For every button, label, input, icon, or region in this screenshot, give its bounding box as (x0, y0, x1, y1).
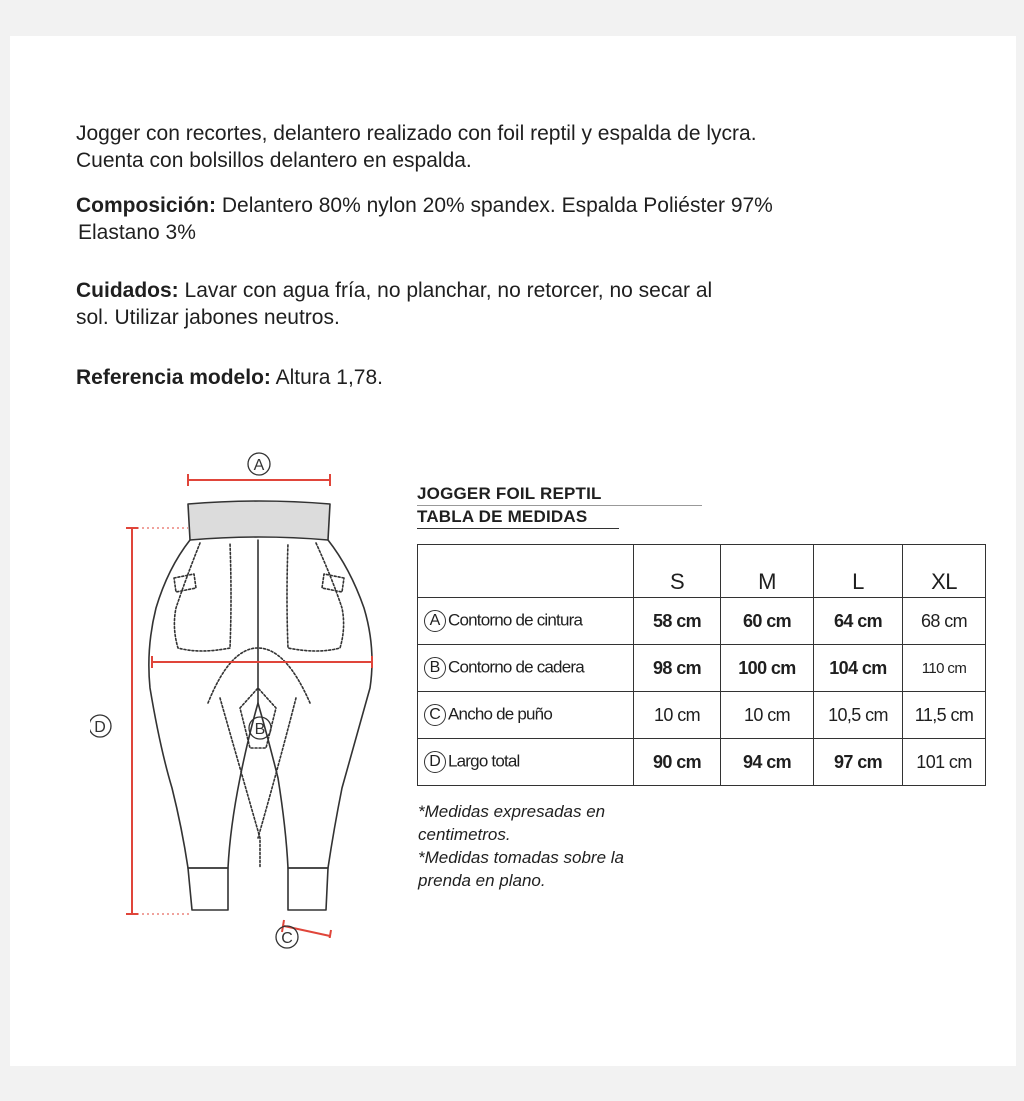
cell-value: 98 cm (634, 645, 721, 692)
cell-value: 90 cm (634, 739, 721, 786)
care-label: Cuidados: (76, 279, 179, 302)
composition-text: Delantero 80% nylon 20% spandex. Espalda Poliéster 97% (221, 194, 773, 217)
cell-value: 110 cm (903, 645, 986, 692)
cell-value: 10 cm (721, 692, 814, 739)
cell-value: 10 cm (634, 692, 721, 739)
size-xl: XL (903, 545, 986, 598)
waistband-shape (188, 501, 330, 540)
intro-line-1: Jogger con recortes, delantero realizado con foil reptil y espalda de lycra. (76, 122, 757, 145)
right-pocket-flap (322, 574, 344, 592)
label-b: B (254, 721, 266, 738)
row-label-hip: Contorno de cadera (448, 657, 584, 677)
table-heading (417, 483, 702, 529)
note-flat: *Medidas tomadas sobre la (418, 848, 625, 867)
row-label-cuff: Ancho de puño (448, 704, 552, 724)
model-text: Altura 1,78. (275, 366, 383, 389)
row-key-b: B (424, 657, 446, 679)
care-text: Lavar con agua fría, no planchar, no retorcer, no secar al (184, 279, 713, 302)
right-pocket (287, 543, 344, 651)
cell-value: 58 cm (634, 598, 721, 645)
cell-value: 10,5 cm (814, 692, 903, 739)
cell-value: 68 cm (903, 598, 986, 645)
intro-line-2: Cuenta con bolsillos delantero en espalda. (76, 149, 472, 172)
note-units-2: centimetros. (418, 825, 511, 844)
size-s: S (634, 545, 721, 598)
jogger-diagram (90, 448, 390, 938)
size-l: L (814, 545, 903, 598)
cell-value: 64 cm (814, 598, 903, 645)
size-chart-table (417, 544, 986, 786)
row-key-c: C (424, 704, 446, 726)
cell-value: 100 cm (721, 645, 814, 692)
cell-value: 101 cm (903, 739, 986, 786)
care-text-2: sol. Utilizar jabones neutros. (76, 306, 340, 329)
row-key-d: D (424, 751, 446, 773)
table-row (418, 692, 986, 739)
table-title: JOGGER FOIL REPTIL (417, 483, 702, 506)
label-c: C (281, 930, 293, 947)
table-notes (418, 800, 718, 892)
label-c-badge (272, 922, 302, 952)
composition-text-2: Elastano 3% (78, 221, 196, 244)
foil-panel-right (258, 698, 296, 838)
size-header-row (418, 545, 986, 598)
table-subtitle: TABLA DE MEDIDAS (417, 506, 619, 529)
cell-value: 104 cm (814, 645, 903, 692)
cell-value: 97 cm (814, 739, 903, 786)
right-cuff (288, 868, 328, 910)
product-info-card (10, 36, 1016, 1066)
foil-panel-top (208, 648, 310, 703)
table-row (418, 739, 986, 786)
row-key-a: A (424, 610, 446, 632)
table-row (418, 645, 986, 692)
note-units: *Medidas expresadas en (418, 802, 606, 821)
left-pocket (174, 543, 231, 651)
cell-value: 60 cm (721, 598, 814, 645)
row-label-waist: Contorno de cintura (448, 610, 583, 630)
measure-c-tick-right (329, 930, 331, 938)
cell-value: 11,5 cm (903, 692, 986, 739)
composition-label: Composición: (76, 194, 216, 217)
left-cuff (188, 868, 228, 910)
cell-value: 94 cm (721, 739, 814, 786)
size-m: M (721, 545, 814, 598)
model-label: Referencia modelo: (76, 366, 271, 389)
table-row (418, 598, 986, 645)
label-a: A (253, 457, 265, 474)
row-label-length: Largo total (448, 751, 520, 771)
note-flat-2: prenda en plano. (418, 871, 546, 890)
label-d: D (94, 719, 106, 736)
